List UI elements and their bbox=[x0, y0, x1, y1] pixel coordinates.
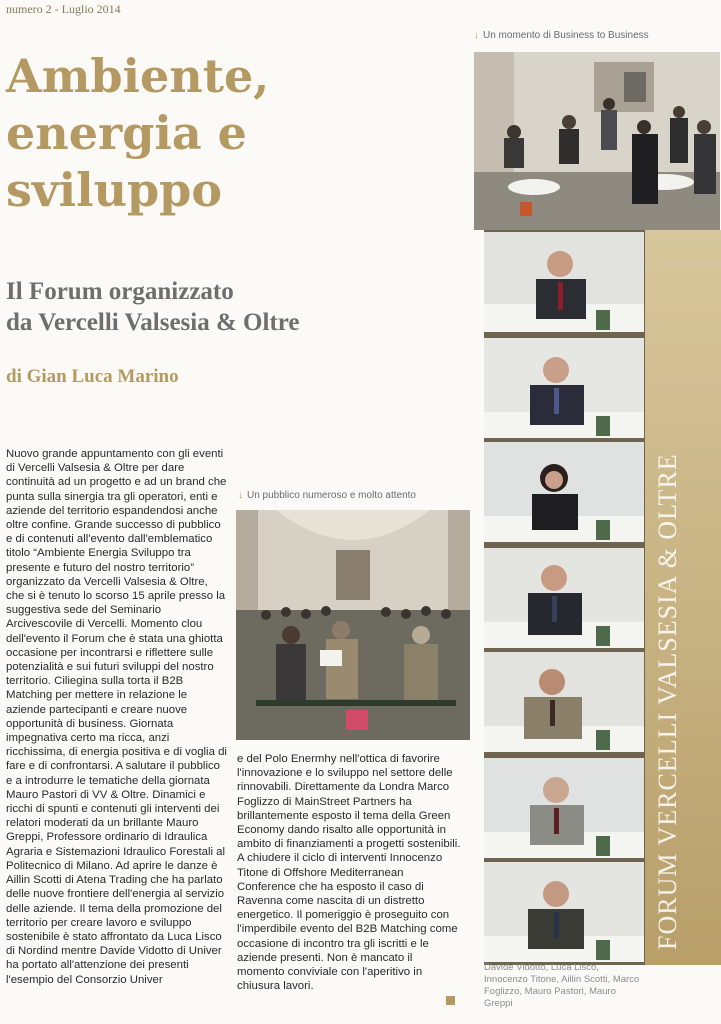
photo-caption-top bbox=[474, 30, 649, 41]
title-line: sviluppo bbox=[6, 163, 223, 217]
title-line: Ambiente, bbox=[6, 49, 270, 103]
title-line: energia e bbox=[6, 106, 247, 160]
body-text: e del Polo Enermhy nell'ottica di favorire l'innovazione e lo sviluppo nel settore delle rinnovabili. Direttamente da Londra Marco Foglizzo di MainStreet Partners ha brillantemente esposto il tema della Green Economy dando risalto alle opportunità in ambito di finanziamenti a progetti sostenibili. A chiudere il ciclo di interventi Innocenzo Titone di Offshore Mediterranean Conference che ha esposto il caso di Ravenna come nascita di un distretto energetico. Il pomeriggio è proseguito con l'imperdibile evento del B2B Matching come occasione di incontro tra gli iscritti e le aziende presenti. Non è mancato il momento conviviale con l'aperitivo in chiusura lavori. bbox=[237, 753, 461, 993]
article-title bbox=[6, 48, 336, 219]
caption-text: Un momento di Business to Business bbox=[483, 30, 649, 41]
arrow-down-icon: ↓ bbox=[474, 30, 479, 41]
speaker-photo bbox=[484, 862, 644, 962]
speaker-photo bbox=[484, 338, 644, 438]
banner-text: FORUM VERCELLI VALSESIA & OLTRE bbox=[653, 453, 682, 950]
speaker-photo bbox=[484, 652, 644, 752]
subtitle-line: da Vercelli Valsesia & Oltre bbox=[6, 309, 300, 336]
speaker-photo bbox=[484, 758, 644, 858]
body-column-1 bbox=[6, 447, 228, 987]
forum-banner bbox=[645, 230, 721, 965]
body-text: Nuovo grande appuntamento con gli eventi di Vercelli Valsesia & Oltre per dare continuità ad un progetto e ad un brand che punta sulla sinergia tra gli operatori, enti e aziende del territorio espandendosi anche oltre confine. Grande successo di pubblico e di contenuti all'evento dall'emblematico titolo “Ambiente Energia Sviluppo tra presente e futuro del nostro territorio” organizzato da Vercelli Valsesia & Oltre, che si è tenuto lo scorso 15 aprile presso la suggestiva sede del Seminario Arcivescovile di Vercelli. Momento clou dell'evento il Forum che è stata una ghiotta occasione per incontrarsi e riflettere sulle potenzialità e sui futuri sviluppi del nostro territorio. Ciliegina sulla torta il B2B Matching per mettere in relazione le aziende partecipanti e creare nuove opportunità di business. Giornata impegnativa certo ma ricca, anzi ricchissima, di energia positiva e di voglia di fare e di confrontarsi. A salutare il pubblico e a introdurre le tematiche della giornata Mauro Pastori di VV & Oltre. Dinamici e ricchi di spunti e contenuti gli interventi dei relatori moderati da un brillante Mauro Greppi, Professore ordinario di Idraulica Agraria e Sistemazioni Idraulico Forestali al Politecnico di Milano. Ad aprire le danze è Aillin Scotti di Atena Trading che ha parlato delle nuove frontiere dell'energia al servizio delle aziende. Il tema della promozione del territorio per creare lavoro e sviluppo sostenibile è stato affrontato da Luca Lisco di Nordind mentre Davide Vidotto di Univer ha portato all'attenzione dei presenti l'esempio del Consorzio Univer bbox=[6, 448, 227, 986]
arrow-down-icon: ↓ bbox=[238, 490, 243, 501]
author-byline: di Gian Luca Marino bbox=[6, 366, 179, 387]
body-column-2 bbox=[237, 752, 461, 993]
photo-caption-bottom: Davide Vidotto, Luca Lisco, Innocenzo Titone, Aillin Scotti, Marco Foglizzo, Mauro Pastori, Mauro Greppi bbox=[484, 962, 640, 1009]
speaker-photo bbox=[484, 548, 644, 648]
issue-label: numero 2 - Luglio 2014 bbox=[6, 2, 121, 16]
speaker-photo bbox=[484, 232, 644, 332]
photo-b2b-room bbox=[474, 52, 720, 230]
square-icon bbox=[446, 996, 455, 1005]
article-subtitle bbox=[6, 276, 300, 338]
photo-caption-middle bbox=[238, 490, 416, 501]
caption-text: Un pubblico numeroso e molto attento bbox=[247, 490, 416, 501]
photo-audience bbox=[236, 510, 470, 740]
speaker-photo bbox=[484, 442, 644, 542]
subtitle-line: Il Forum organizzato bbox=[6, 278, 234, 305]
